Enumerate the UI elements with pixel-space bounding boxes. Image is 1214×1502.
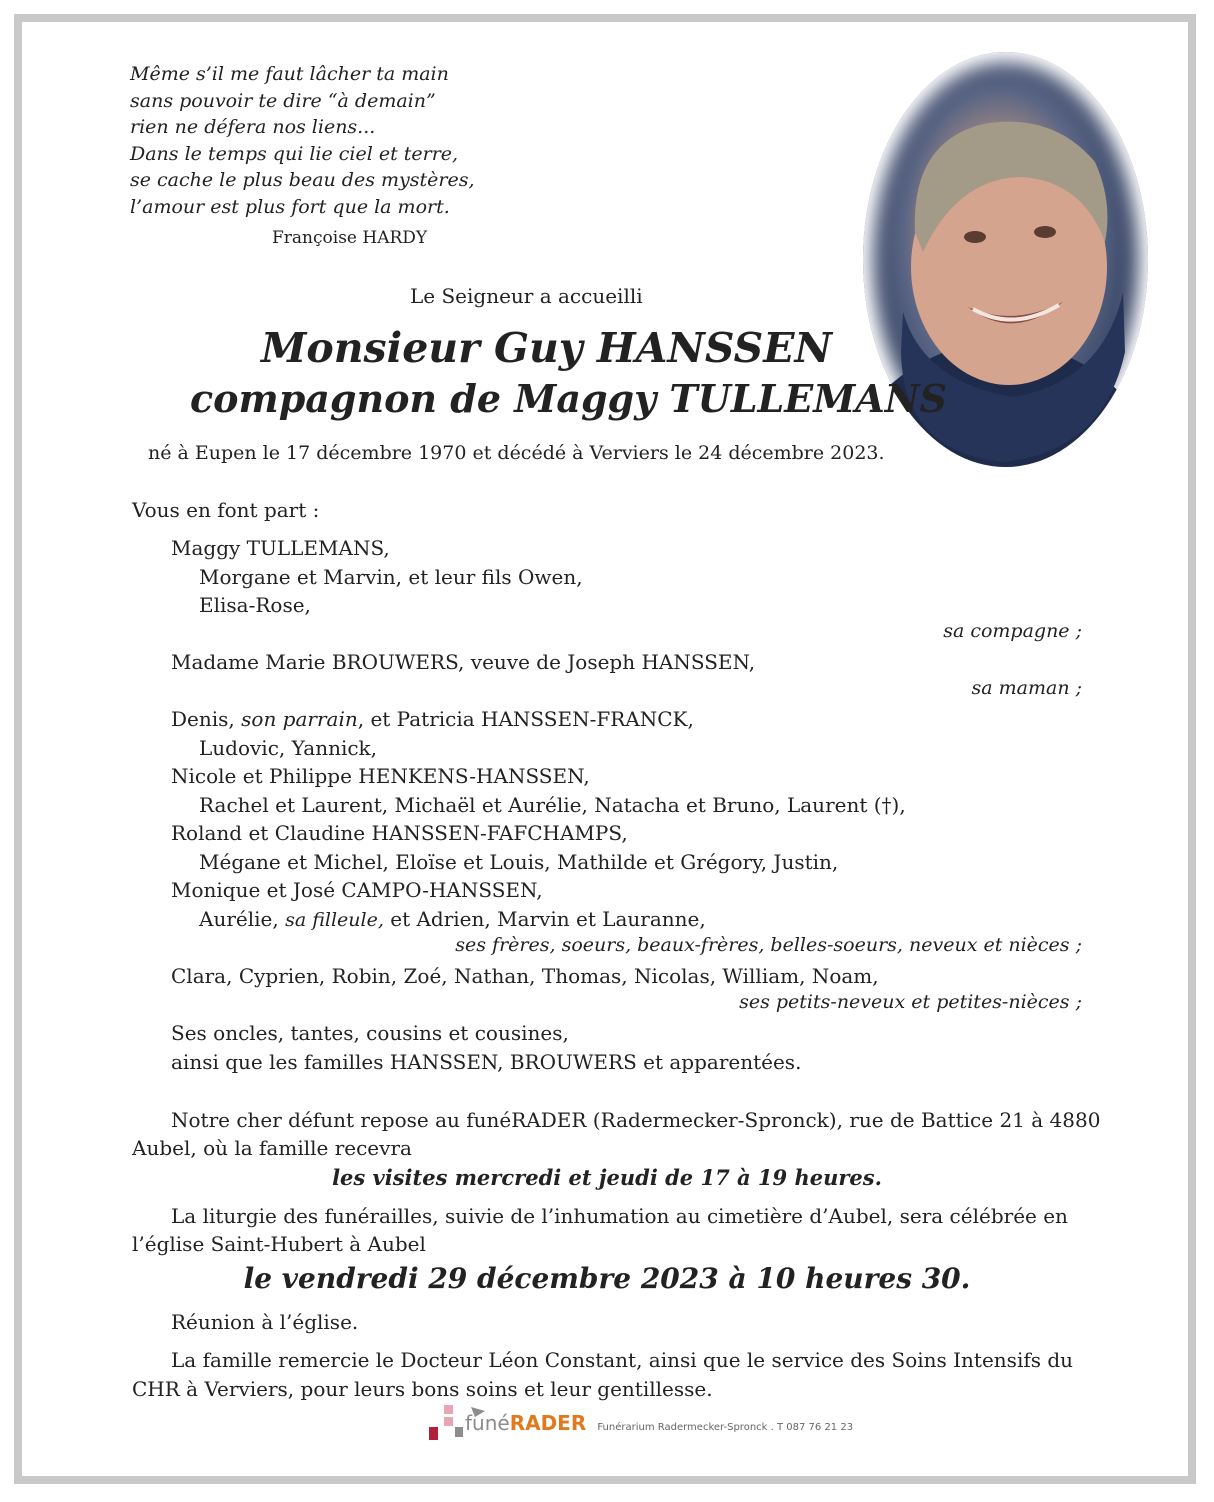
repose-text: Notre cher défunt repose au funéRADER (Radermecker-Spronck), rue de Battice 21 à 4880 <box>171 1108 1101 1132</box>
logo-brand-b: RADER <box>509 1411 587 1435</box>
relation-label: sa maman ; <box>971 677 1082 699</box>
family-line-part: et Adrien, Marvin et Lauranne, <box>383 907 706 931</box>
announce-heading: Vous en font part : <box>132 498 320 522</box>
family-line: Ludovic, Yannick, <box>199 736 378 760</box>
family-line: Elisa-Rose, <box>199 593 311 617</box>
family-line-part: son parrain <box>241 707 358 731</box>
family-line-part: sa filleule, <box>285 909 384 931</box>
funerarium-logo <box>425 1403 854 1447</box>
poem-line: Même s’il me faut lâcher ta main <box>130 63 449 85</box>
family-line: Mégane et Michel, Eloïse et Louis, Mathilde et Grégory, Justin, <box>199 850 839 874</box>
poem-line: rien ne défera nos liens... <box>130 116 376 138</box>
deceased-name: Monsieur Guy HANSSEN <box>261 324 832 372</box>
family-line-part: Aurélie, <box>199 907 286 931</box>
relation-label: sa compagne ; <box>943 620 1082 642</box>
intro-text: Le Seigneur a accueilli <box>410 284 643 308</box>
companion-line: compagnon de Maggy TULLEMANS <box>190 376 947 421</box>
poem-author: Françoise HARDY <box>272 228 428 248</box>
poem-line: se cache le plus beau des mystères, <box>130 169 475 191</box>
funeral-date: le vendredi 29 décembre 2023 à 10 heures 30. <box>243 1262 971 1295</box>
poem-line: Dans le temps qui lie ciel et terre, <box>130 142 459 165</box>
poem-line: sans pouvoir te dire “à demain” <box>130 89 436 112</box>
family-line: Morgane et Marvin, et leur fils Owen, <box>199 565 583 589</box>
family-line: Maggy TULLEMANS, <box>171 536 390 560</box>
family-line: Ses oncles, tantes, cousins et cousines, <box>171 1021 569 1045</box>
liturgy-text: La liturgie des funérailles, suivie de l’inhumation au cimetière d’Aubel, sera célébrée en <box>171 1204 1068 1228</box>
family-line <box>171 705 694 733</box>
family-line-part: Denis, <box>171 707 242 731</box>
family-line: Monique et José CAMPO-HANSSEN, <box>171 878 543 902</box>
logo-brand-a: funé <box>465 1411 510 1435</box>
logo-tagline: Funérarium Radermecker-Spronck . T 087 76 21 23 <box>597 1422 854 1433</box>
poem-line: l’amour est plus fort que la mort. <box>130 195 450 218</box>
relation-label: ses petits-neveux et petites-nièces ; <box>739 991 1082 1013</box>
meeting-text: Réunion à l’église. <box>171 1310 359 1334</box>
poem <box>130 61 475 220</box>
family-line: Clara, Cyprien, Robin, Zoé, Nathan, Thomas, Nicolas, William, Noam, <box>171 964 879 988</box>
repose-text: Aubel, où la famille recevra <box>132 1136 412 1160</box>
family-line: Roland et Claudine HANSSEN-FAFCHAMPS, <box>171 821 628 845</box>
family-line: Rachel et Laurent, Michaël et Aurélie, Natacha et Bruno, Laurent (†), <box>199 793 906 817</box>
liturgy-text: l’église Saint-Hubert à Aubel <box>132 1232 426 1256</box>
visits-info: les visites mercredi et jeudi de 17 à 19 heures. <box>332 1165 882 1190</box>
family-line: Nicole et Philippe HENKENS-HANSSEN, <box>171 764 590 788</box>
thanks-text: La famille remercie le Docteur Léon Constant, ainsi que le service des Soins Intensifs du <box>171 1348 1074 1372</box>
family-line: ainsi que les familles HANSSEN, BROUWERS et apparentées. <box>171 1050 802 1074</box>
family-line-part: , et Patricia HANSSEN-FRANCK, <box>357 707 694 731</box>
family-line <box>199 905 706 934</box>
family-line: Madame Marie BROUWERS, veuve de Joseph HANSSEN, <box>171 650 756 674</box>
relation-label: ses frères, soeurs, beaux-frères, belles-soeurs, neveux et nièces ; <box>455 934 1082 956</box>
thanks-text: CHR à Verviers, pour leurs bons soins et leur gentillesse. <box>132 1377 713 1401</box>
birth-death-dates: né à Eupen le 17 décembre 1970 et décédé à Verviers le 24 décembre 2023. <box>148 442 885 464</box>
